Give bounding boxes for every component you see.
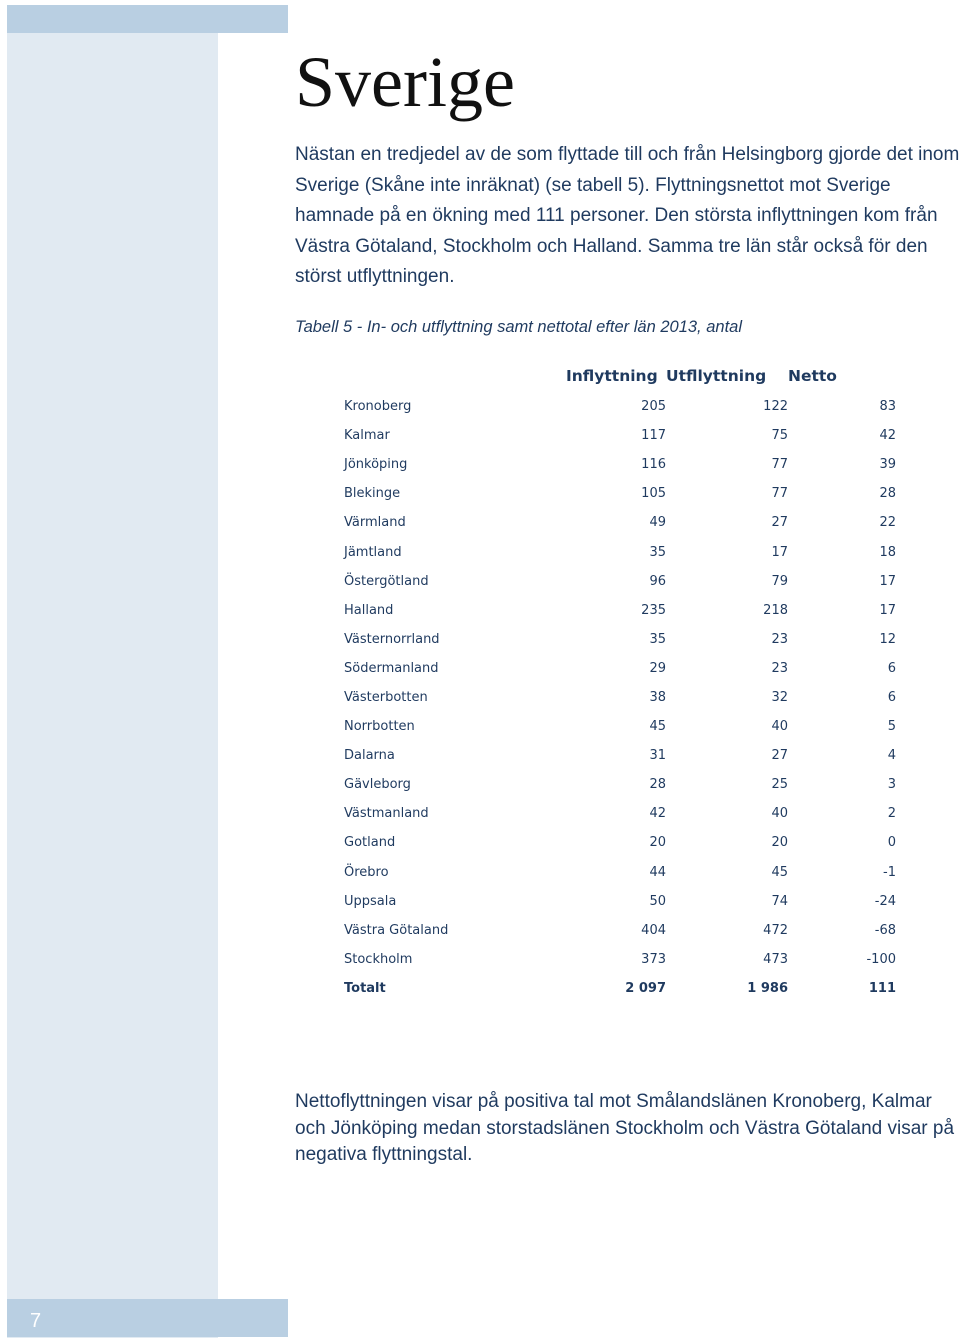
cell-utflyttning: 32 (771, 689, 788, 705)
cell-utflyttning: 79 (771, 573, 788, 589)
table-row (338, 712, 896, 741)
cell-inflyttning: 35 (649, 544, 666, 560)
cell-utflyttning: 23 (771, 631, 788, 647)
table-row (338, 421, 896, 450)
cell-netto: 0 (887, 835, 896, 851)
cell-netto: 17 (879, 573, 896, 589)
cell-utflyttning: 218 (763, 602, 788, 618)
cell-county: Gotland (344, 835, 396, 851)
cell-inflyttning: 50 (649, 893, 666, 909)
cell-county: Kronoberg (344, 399, 412, 415)
cell-netto: -24 (874, 893, 896, 909)
table-row (338, 625, 896, 654)
table-row (338, 858, 896, 887)
cell-county: Södermanland (344, 660, 439, 676)
cell-inflyttning: 404 (641, 922, 666, 938)
table-row (338, 799, 896, 828)
cell-inflyttning: 117 (641, 428, 666, 444)
cell-utflyttning: 74 (771, 893, 788, 909)
cell-inflyttning: 105 (641, 486, 666, 502)
cell-county: Östergötland (344, 573, 429, 589)
cell-inflyttning: 205 (641, 399, 666, 415)
cell-utflyttning: 75 (771, 428, 788, 444)
cell-inflyttning: 96 (649, 573, 666, 589)
cell-utflyttning: 77 (771, 457, 788, 473)
cell-inflyttning: 45 (649, 719, 666, 735)
cell-utflyttning: 45 (771, 864, 788, 880)
table-row (338, 887, 896, 916)
cell-utflyttning: 27 (771, 515, 788, 531)
cell-netto: 28 (879, 486, 896, 502)
cell-utflyttning: 25 (771, 777, 788, 793)
cell-netto: 12 (879, 631, 896, 647)
intro-paragraph: Nästan en tredjedel av de som flyttade till och från Helsingborg gjorde det inom Sverige (Skåne inte inräknat) (se tabell 5). Flyttningsnettot mot Sverige hamnade på en ökning med 111 personer. Den största inflyttningen kom från Västra Götaland, Stockholm och Halland. Samma tre län står också för den störst utflyttningen. (295, 144, 960, 287)
table-total-row (338, 974, 896, 1003)
migration-table (338, 360, 896, 1003)
cell-county: Kalmar (344, 428, 390, 444)
table-body (338, 392, 896, 1003)
header-county (338, 360, 566, 392)
cell-county: Norrbotten (344, 719, 415, 735)
table-header-row (338, 360, 896, 392)
table-row (338, 392, 896, 421)
page-number: 7 (30, 1310, 42, 1332)
table-row (338, 479, 896, 508)
cell-county: Dalarna (344, 748, 395, 764)
cell-county: Stockholm (344, 951, 413, 967)
cell-county: Uppsala (344, 893, 397, 909)
cell-netto: -1 (883, 864, 896, 880)
cell-inflyttning: 28 (649, 777, 666, 793)
table-row (338, 450, 896, 479)
cell-inflyttning: 235 (641, 602, 666, 618)
cell-netto: 39 (879, 457, 896, 473)
table-caption: Tabell 5 - In- och utflyttning samt nettotal efter län 2013, antal (295, 318, 742, 336)
table-row (338, 654, 896, 683)
cell-inflyttning: 20 (649, 835, 666, 851)
cell-netto: 22 (879, 515, 896, 531)
cell-county: Västra Götaland (344, 922, 449, 938)
cell-inflyttning: 31 (649, 748, 666, 764)
cell-inflyttning: 29 (649, 660, 666, 676)
cell-county: Jämtland (344, 544, 402, 560)
table-row (338, 741, 896, 770)
cell-netto: 4 (887, 748, 896, 764)
cell-utflyttning: 40 (771, 719, 788, 735)
cell-inflyttning: 373 (641, 951, 666, 967)
cell-inflyttning: 44 (649, 864, 666, 880)
cell-county: Västmanland (344, 806, 429, 822)
cell-utflyttning: 17 (771, 544, 788, 560)
table-row (338, 828, 896, 857)
cell-netto: -100 (866, 951, 896, 967)
cell-county: Örebro (344, 864, 389, 880)
total-cell-inflyttning: 2 097 (625, 980, 666, 996)
cell-inflyttning: 42 (649, 806, 666, 822)
table-row (338, 537, 896, 566)
cell-county: Gävleborg (344, 777, 411, 793)
cell-netto: 18 (879, 544, 896, 560)
cell-utflyttning: 77 (771, 486, 788, 502)
cell-netto: 83 (879, 399, 896, 415)
cell-county: Blekinge (344, 486, 401, 502)
total-cell-netto: 111 (868, 980, 896, 996)
cell-county: Halland (344, 602, 394, 618)
header-utflyttning: Utfllyttning (666, 367, 767, 385)
table-row (338, 596, 896, 625)
cell-inflyttning: 116 (641, 457, 666, 473)
total-cell-utflyttning: 1 986 (747, 980, 788, 996)
cell-netto: 42 (879, 428, 896, 444)
cell-netto: 3 (887, 777, 896, 793)
header-inflyttning: Inflyttning (566, 367, 658, 385)
table-row (338, 567, 896, 596)
table-row (338, 508, 896, 537)
cell-utflyttning: 473 (763, 951, 788, 967)
sidebar-bottom-accent (7, 1299, 288, 1337)
cell-netto: 5 (887, 719, 896, 735)
header-netto: Netto (788, 367, 837, 385)
page-title: Sverige (295, 42, 515, 122)
cell-utflyttning: 27 (771, 748, 788, 764)
table-row (338, 770, 896, 799)
total-cell-county: Totalt (344, 980, 386, 996)
table-row (338, 916, 896, 945)
cell-inflyttning: 49 (649, 515, 666, 531)
cell-utflyttning: 472 (763, 922, 788, 938)
cell-netto: 6 (887, 660, 896, 676)
table-row (338, 683, 896, 712)
cell-utflyttning: 23 (771, 660, 788, 676)
table-row (338, 945, 896, 974)
cell-inflyttning: 38 (649, 689, 666, 705)
cell-utflyttning: 40 (771, 806, 788, 822)
cell-netto: 17 (879, 602, 896, 618)
sidebar-band (7, 5, 218, 1338)
sidebar-top-accent (7, 5, 288, 33)
outro-paragraph: Nettoflyttningen visar på positiva tal mot Smålandslänen Kronoberg, Kalmar och Jönköping medan storstadslänen Stockholm och Västra Götaland visar på negativa flyttningstal. (295, 1091, 955, 1165)
cell-inflyttning: 35 (649, 631, 666, 647)
cell-county: Västerbotten (344, 689, 428, 705)
cell-utflyttning: 20 (771, 835, 788, 851)
cell-netto: 2 (887, 806, 896, 822)
cell-netto: -68 (874, 922, 896, 938)
cell-county: Jönköping (344, 457, 408, 473)
cell-county: Värmland (344, 515, 406, 531)
cell-county: Västernorrland (344, 631, 440, 647)
cell-utflyttning: 122 (763, 399, 788, 415)
cell-netto: 6 (887, 689, 896, 705)
